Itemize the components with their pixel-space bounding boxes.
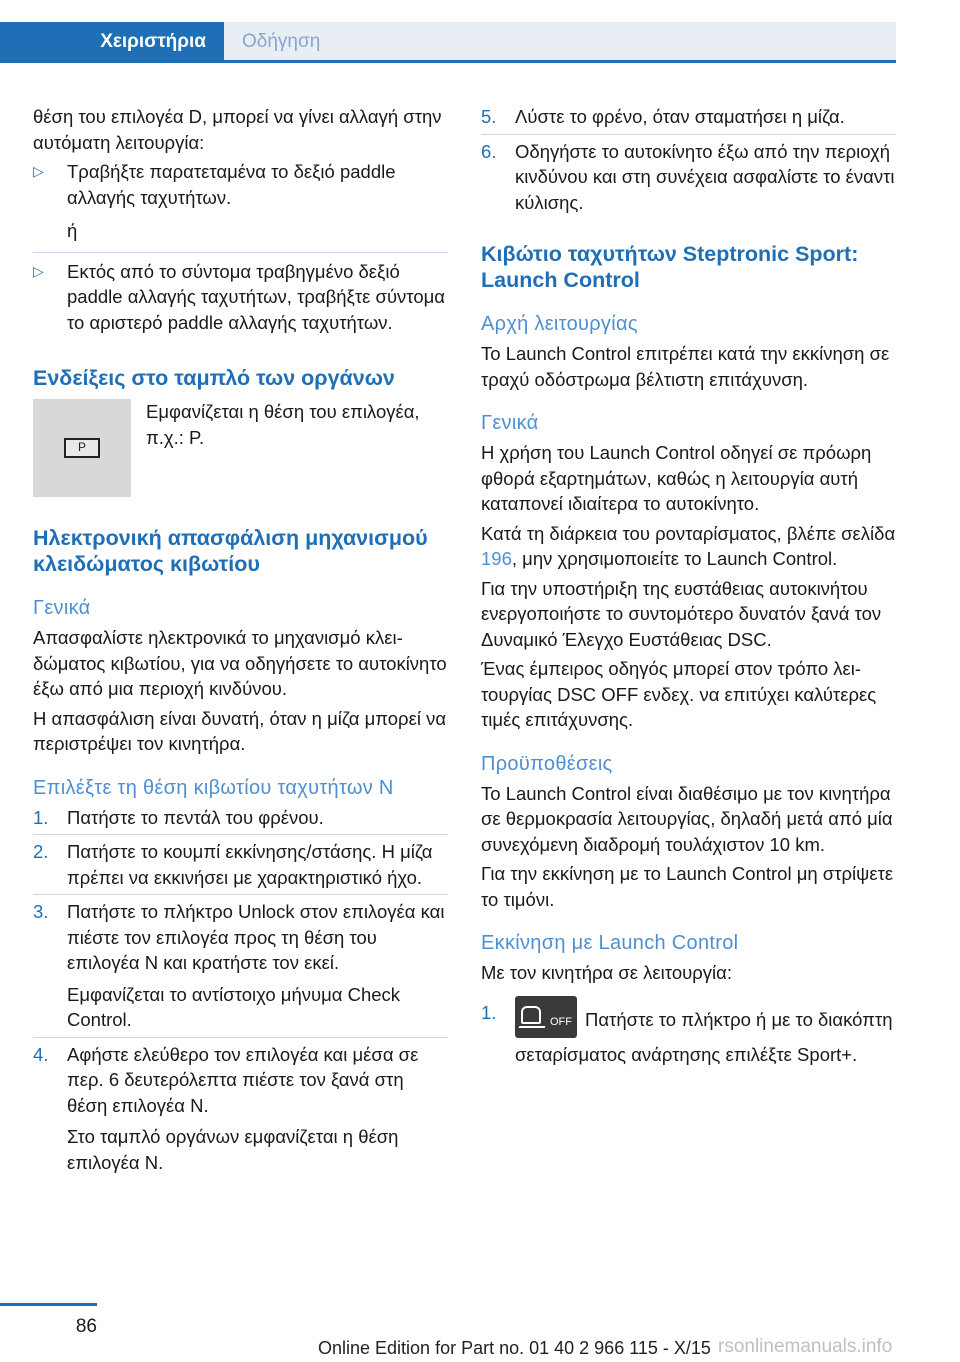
step-text: Πατήστε το πλήκτρο ή με το διακόπτη σεταρίσματος ανάρτησης επιλέξτε Sport+. [515,1008,893,1065]
heading-electronic-unlock: Ηλεκτρονική απασφάλιση μηχανισμού κλειδώματος κιβωτίου [33,526,428,576]
step-number: 1. [481,1001,497,1023]
step-text: Πατήστε το πεντάλ του φρένου. [67,806,324,828]
footer-rule [0,1303,97,1306]
heading-start-launch: Εκκίνηση με Launch Control [481,932,739,954]
start-paragraph: Με τον κινητήρα σε λειτουργία: [481,962,732,983]
prereq-paragraph: Για την εκκίνηση με το Launch Control μη στρίψετε το τιμόνι. [481,863,894,910]
text-fragment: , μην χρησιμοποιείτε το Launch Control. [511,548,838,569]
step-number: 6. [481,140,497,162]
dsc-off-button-icon [515,996,577,1038]
header-tabbar [0,22,896,62]
or-text: ή [67,220,78,241]
triangle-bullet-icon: ▷ [33,163,44,179]
tab-controls[interactable]: Χειριστήρια [0,22,224,62]
list-item [481,1000,896,1068]
figure-caption: Εμφανίζεται η θέση του επιλογέα, π.χ.: P. [146,401,420,448]
divider [33,894,448,895]
step-text: Πατήστε το πλήκτρο Unlock στον επιλογέα και πιέστε τον επιλογέα προς τη θέση του επιλογέα N και κρατήστε τον εκεί. [67,901,445,973]
list-item [33,159,448,210]
heading-general: Γενικά [33,597,91,619]
bullet-text: Τραβήξτε παρατεταμένα το δεξιό paddle αλλαγής ταχυτήτων. [67,161,396,208]
heading-indications: Ενδείξεις στο ταμπλό των οργάνων [33,366,395,390]
list-item [481,104,896,130]
step-number: 3. [33,901,49,922]
step-number: 2. [33,841,49,862]
step-number: 1. [33,806,49,828]
list-item [33,1042,448,1119]
general-paragraph: Για την υποστήριξη της ευστάθειας αυτοκινήτου ενεργοποιήστε το συντομότερο δυνατόν ξανά τον Δυναμικό Έλεγχο Ευστάθειας DSC. [481,577,882,650]
heading-principle: Αρχή λειτουργίας [481,313,638,335]
prereq-paragraph: Το Launch Control είναι διαθέσιμο με τον κινητήρα σε θερμοκρασία λειτουργίας, δηλαδή μετά από μία συνεχόμενη διαδρομή τουλάχιστον 10 km. [481,782,893,855]
indicator-figure [33,399,448,497]
step-text: Οδηγήστε το αυτοκίνητο έξω από την περιοχή κινδύνου και στη συνέχεια ασφαλίστε το έναντι κύλισης. [515,140,895,213]
page-link[interactable]: 196 [481,548,512,569]
list-item [33,899,448,976]
step-number: 4. [33,1043,49,1065]
step-number: 5. [481,106,497,127]
step-text: Αφήστε ελεύθερο τον επιλογέα και μέσα σε περ. 6 δευτερόλεπτα πιέστε τον ξανά στη θέση επιλογέα N. [67,1043,419,1116]
intro-text: θέση του επιλογέα D, μπορεί να γίνει αλλαγή στην αυτόματη λειτουργία: [33,106,442,153]
list-item [33,805,448,831]
heading-prerequisites: Προϋποθέσεις [481,752,613,775]
triangle-bullet-icon: ▷ [33,262,44,279]
header-rule [0,60,896,63]
cluster-image [33,399,131,497]
general-paragraph: Απασφαλίστε ηλεκτρονικά το μηχανισμό κλειδώματος κιβωτίου, για να οδηγήσετε το αυτοκίνητο έξω από μια περιοχή κινδύνου. [33,627,447,699]
list-item [481,139,896,216]
text-fragment: Κατά τη διάρκεια του ρονταρίσματος, βλέπε σελίδα [481,522,896,544]
general-paragraph [481,521,896,572]
general-paragraph: Η χρήση του Launch Control οδηγεί σε πρόωρη φθορά εξαρτημάτων, καθώς η λειτουργία αυτή καταπονεί ιδιαίτερα το αυτοκίνητο. [481,442,872,514]
divider [33,252,448,253]
online-edition-text: Online Edition for Part no. 01 40 2 966 115 - X/15 [318,1338,711,1358]
step-text: Λύστε το φρένο, όταν σταματήσει η μίζα. [515,106,845,127]
gear-indicator: P [64,438,100,458]
car-skid-icon [521,1006,541,1024]
heading-launch-control: Κιβώτιο ταχυτήτων Steptronic Sport: Launch Control [481,242,859,292]
watermark: rsonlinemanuals.info [718,1336,893,1357]
step-note: Στο ταμπλό οργάνων εμφανίζεται η θέση επιλογέα N. [67,1126,399,1173]
list-item [33,259,448,336]
general-paragraph: Η απασφάλιση είναι δυνατή, όταν η μίζα μπορεί να περιστρέψει τον κινητήρα. [33,707,447,754]
right-column [481,104,896,1067]
heading-general: Γενικά [481,412,539,434]
divider [33,834,448,835]
general-paragraph: Ένας έμπειρος οδηγός μπορεί στον τρόπο λειτουργίας DSC OFF ενδεχ. να επιτύχει καλύτερες τιμές επιτάχυνσης. [481,658,877,730]
dsc-off-label: OFF [550,1015,572,1028]
principle-paragraph: Το Launch Control επιτρέπει κατά την εκκίνηση σε τραχύ οδόστρωμα βέλτιστη επιτάχυνση. [481,343,890,390]
tab-driving[interactable]: Οδήγηση [224,22,896,62]
heading-select-n: Επιλέξτε τη θέση κιβωτίου ταχυτήτων N [33,776,394,799]
skid-line [519,1026,546,1028]
divider [33,1037,448,1038]
page-number: 86 [75,1316,97,1337]
list-item [33,839,448,890]
step-text: Πατήστε το κουμπί εκκίνησης/στάσης. Η μίζα πρέπει να εκκινήσει με χαρακτηριστικό ήχο. [67,841,433,888]
left-column [33,104,448,1179]
divider [481,134,896,135]
step-note: Εμφανίζεται το αντίστοιχο μήνυμα Check Control. [67,983,401,1030]
bullet-text: Εκτός από το σύντομα τραβηγμένο δεξιό paddle αλλαγής ταχυτήτων, τραβήξτε σύντομα το αριστερό paddle αλλαγής ταχυτήτων. [67,260,445,333]
